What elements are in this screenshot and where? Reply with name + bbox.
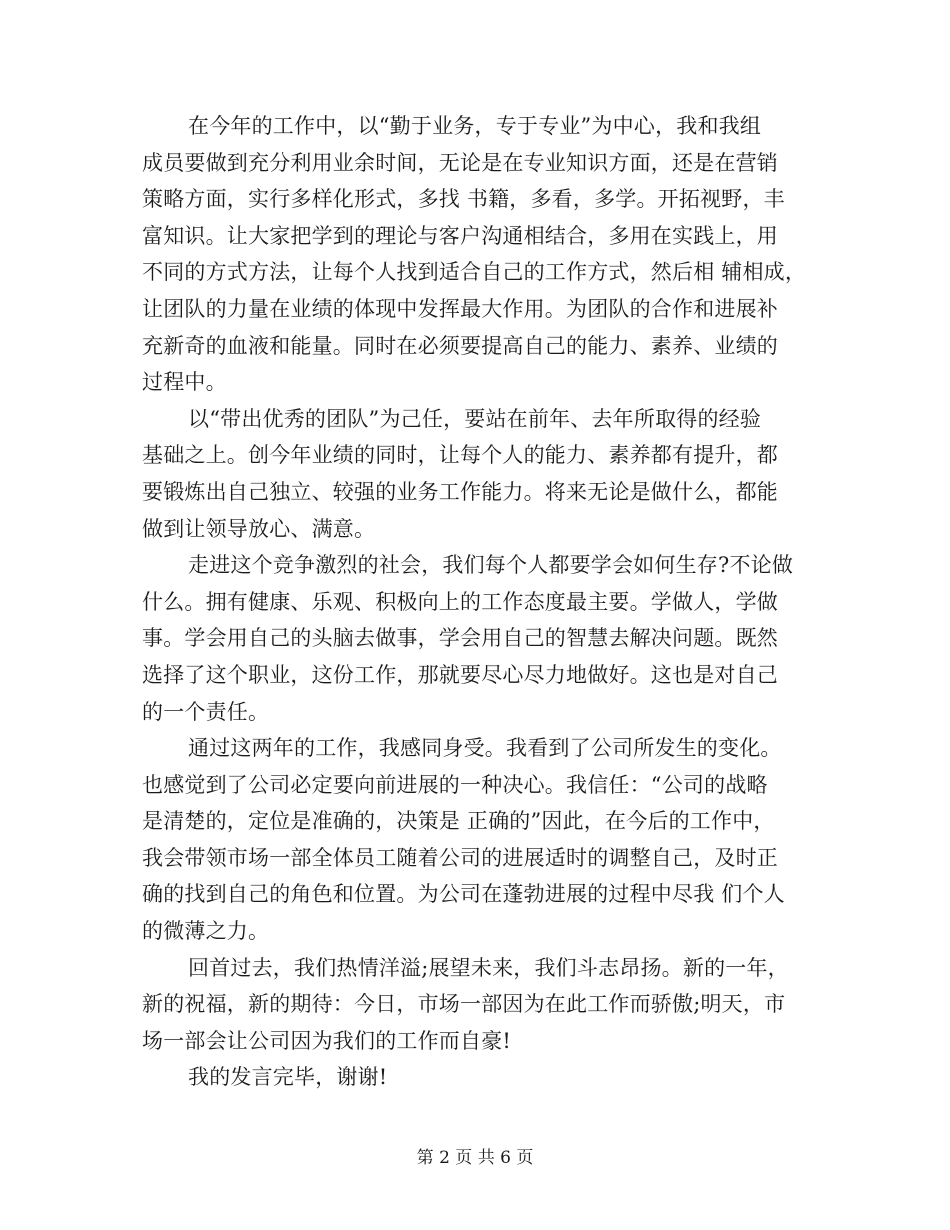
paragraph-line: 回首过去，我们热情洋溢;展望未来，我们斗志昂扬。新的一年， [188, 955, 789, 980]
paragraph-line: 的微薄之力。 [142, 919, 270, 944]
paragraph-line: 的一个责任。 [142, 699, 270, 724]
paragraph-line: 成员要做到充分利用业余时间，无论是在专业知识方面，还是在营销 [142, 150, 778, 175]
paragraph-line: 是清楚的，定位是准确的，决策是 正确的”因此，在今后的工作中， [142, 809, 775, 834]
paragraph-line: 策略方面，实行多样化形式，多找 书籍，多看，多学。开拓视野，丰 [142, 187, 785, 212]
paragraph-line: 我的发言完毕，谢谢! [188, 1065, 388, 1090]
paragraph-line: 什么。拥有健康、乐观、积极向上的工作态度最主要。学做人，学做 [142, 589, 778, 614]
paragraph-line: 在今年的工作中，以“勤于业务，专于专业”为中心，我和我组 [188, 114, 762, 138]
document-body [142, 108, 814, 1096]
paragraph-line: 新的祝福，新的期待：今日，市场一部因为在此工作而骄傲;明天，市 [142, 992, 786, 1017]
paragraph-line: 也感觉到了公司必定要向前进展的一种决心。我信任：“公司的战略 [142, 772, 768, 797]
paragraph-line: 富知识。让大家把学到的理论与客户沟通相结合，多用在实践上，用 [142, 223, 778, 248]
paragraph-line: 确的找到自己的角色和位置。为公司在蓬勃进展的过程中尽我 们个人 [142, 882, 785, 907]
page-number-footer: 第 2 页 共 6 页 [416, 1148, 534, 1168]
paragraph-line: 过程中。 [142, 370, 227, 395]
paragraph-line: 充新奇的血液和能量。同时在必须要提高自己的能力、素养、业绩的 [142, 333, 778, 358]
paragraph-line: 我会带领市场一部全体员工随着公司的进展适时的调整自己，及时正 [142, 845, 778, 870]
paragraph-line: 不同的方式方法，让每个人找到适合自己的工作方式，然后相 辅相成， [142, 260, 807, 285]
paragraph-line: 选择了这个职业，这份工作，那就要尽心尽力地做好。这也是对自己 [142, 662, 778, 687]
paragraph-line: 基础之上。创今年业绩的同时，让每个人的能力、素养都有提升，都 [142, 443, 778, 468]
paragraph-line: 让团队的力量在业绩的体现中发挥最大作用。为团队的合作和进展补 [142, 296, 778, 321]
paragraph-line: 通过这两年的工作，我感同身受。我看到了公司所发生的变化。 [188, 736, 782, 761]
paragraph-line: 事。学会用自己的头脑去做事，学会用自己的智慧去解决问题。既然 [142, 626, 778, 651]
paragraph-line: 以“带出优秀的团队”为己任，要站在前年、去年所取得的经验 [188, 406, 762, 431]
paragraph-line: 场一部会让公司因为我们的工作而自豪! [142, 1028, 512, 1053]
paragraph-line: 做到让领导放心、满意。 [142, 516, 376, 541]
paragraph-line: 要锻炼出自己独立、较强的业务工作能力。将来无论是做什么，都能 [142, 479, 778, 504]
paragraph-line: 走进这个竞争激烈的社会，我们每个人都要学会如何生存?不论做 [188, 553, 794, 578]
